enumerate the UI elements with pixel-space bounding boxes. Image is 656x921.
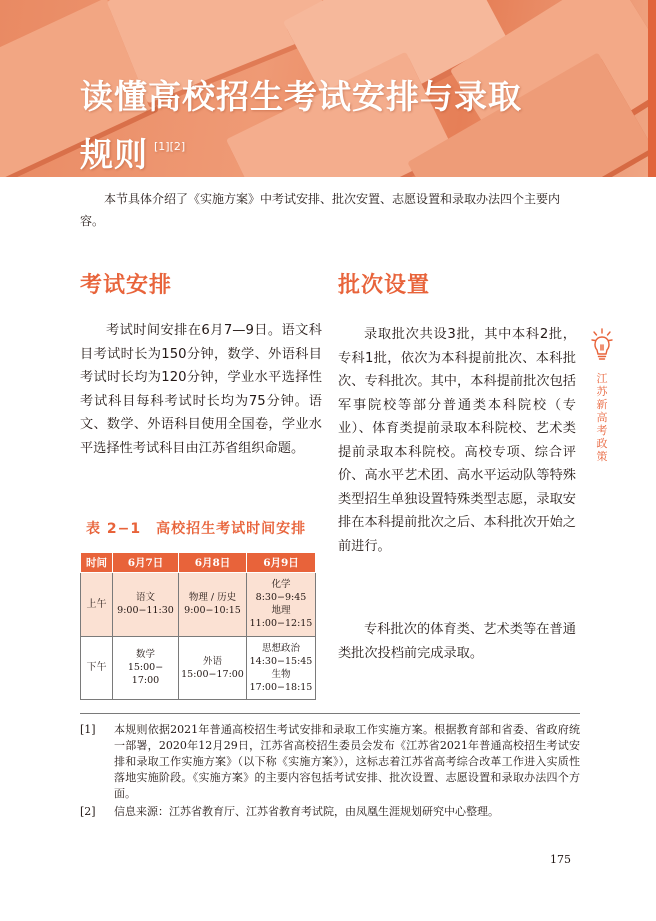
intro-paragraph: 本节具体介绍了《实施方案》中考试安排、批次安置、志愿设置和录取办法四个主要内容。 bbox=[80, 192, 561, 228]
footnote-number: [2] bbox=[80, 805, 96, 818]
subject: 数学 bbox=[135, 649, 155, 661]
table-cell bbox=[247, 636, 316, 700]
time: 17:00−18:15 bbox=[249, 681, 313, 693]
time: 9:00−10:15 bbox=[184, 605, 241, 617]
time: 8:30−9:45 bbox=[255, 592, 307, 604]
period-cell: 上午 bbox=[81, 573, 113, 637]
table-cell bbox=[179, 636, 247, 700]
footnote-number: [1] bbox=[80, 723, 96, 736]
footnote-item bbox=[80, 804, 580, 820]
footnote-text: 本规则依据2021年普通高校招生考试安排和录取工作实施方案。根据教育部和省委、省政府统一部署，2020年12月29日，江苏省高校招生委员会发布《江苏省2021年普通高校招生考试安排和录取工作实施方案》（以下称《实施方案》），这标志着江苏省高考综合改革工作进入实质性落地实施阶段。《实施方案》的主要内容包括考试安排、批次设置、志愿设置和录取办法四个方面。 bbox=[114, 723, 580, 800]
subject: 思想政治 bbox=[261, 642, 300, 654]
page-title-text: 读懂高校招生考试安排与录取规则 bbox=[80, 77, 522, 174]
page-number: 175 bbox=[550, 853, 571, 866]
subject: 生物 bbox=[271, 668, 291, 680]
table-row-afternoon bbox=[81, 636, 316, 700]
period-cell: 下午 bbox=[81, 636, 113, 700]
time: 11:00−12:15 bbox=[249, 618, 313, 630]
table-cell bbox=[113, 636, 179, 700]
table-cell bbox=[113, 573, 179, 637]
subject: 语文 bbox=[135, 592, 155, 604]
section-title-batch: 批次设置 bbox=[338, 273, 431, 298]
table-caption: 表 2−1 高校招生考试时间安排 bbox=[86, 521, 307, 537]
header-banner bbox=[0, 0, 656, 177]
table-cell bbox=[247, 573, 316, 637]
table-header-cell: 时间 bbox=[81, 553, 113, 573]
title-citation: [1][2] bbox=[154, 140, 186, 153]
page-title bbox=[80, 72, 550, 177]
table-row-morning bbox=[81, 573, 316, 637]
time: 9:00−11:30 bbox=[117, 605, 174, 617]
table-header-cell: 6月8日 bbox=[179, 553, 247, 573]
side-category-label: 江苏新高考政策 bbox=[596, 372, 608, 463]
banner-edge-strip bbox=[648, 0, 656, 177]
time: 14:30−15:45 bbox=[249, 655, 313, 667]
time: 15:00−17:00 bbox=[181, 668, 244, 680]
section-title-exam: 考试安排 bbox=[80, 273, 173, 298]
time: 15:00− bbox=[127, 662, 164, 674]
lightbulb-icon bbox=[591, 328, 613, 370]
time: 17:00 bbox=[131, 675, 160, 687]
subject: 地理 bbox=[271, 605, 291, 617]
footnote-text: 信息来源：江苏省教育厅、江苏省教育考试院，由凤凰生涯规划研究中心整理。 bbox=[114, 805, 499, 818]
table-header-row bbox=[81, 553, 316, 573]
subject: 化学 bbox=[271, 579, 291, 591]
table-header-cell: 6月7日 bbox=[113, 553, 179, 573]
footnote-item bbox=[80, 722, 580, 802]
table-cell bbox=[179, 573, 247, 637]
batch-paragraph-1: 录取批次共设3批，其中本科2批，专科1批，依次为本科提前批次、本科批次、专科批次。其中，本科提前批次包括军事院校等部分普通类本科院校（专业）、体育类提前录取本科院校、艺术类提前录取本科院校。高校专项、综合评价、高水平艺术团、高水平运动队等特殊类型招生单独设置特殊类型志愿，录取安排在本科提前批次之后、本科批次开始之前进行。 bbox=[338, 327, 576, 554]
footnote-divider bbox=[80, 713, 580, 714]
subject: 外语 bbox=[202, 655, 222, 667]
footnotes bbox=[80, 722, 580, 822]
table-header-cell: 6月9日 bbox=[247, 553, 316, 573]
exam-schedule-table bbox=[80, 552, 316, 700]
exam-paragraph: 考试时间安排在6月7—9日。语文科目考试时长为150分钟，数学、外语科目考试时长均为120分钟，学业水平选择性考试科目每科考试时长均为75分钟。语文、数学、外语科目使用全国卷，学业水平选择性考试科目由江苏省组织命题。 bbox=[80, 323, 322, 456]
batch-paragraph-2: 专科批次的体育类、艺术类等在普通类批次投档前完成录取。 bbox=[338, 622, 576, 661]
subject: 物理 / 历史 bbox=[188, 592, 237, 604]
